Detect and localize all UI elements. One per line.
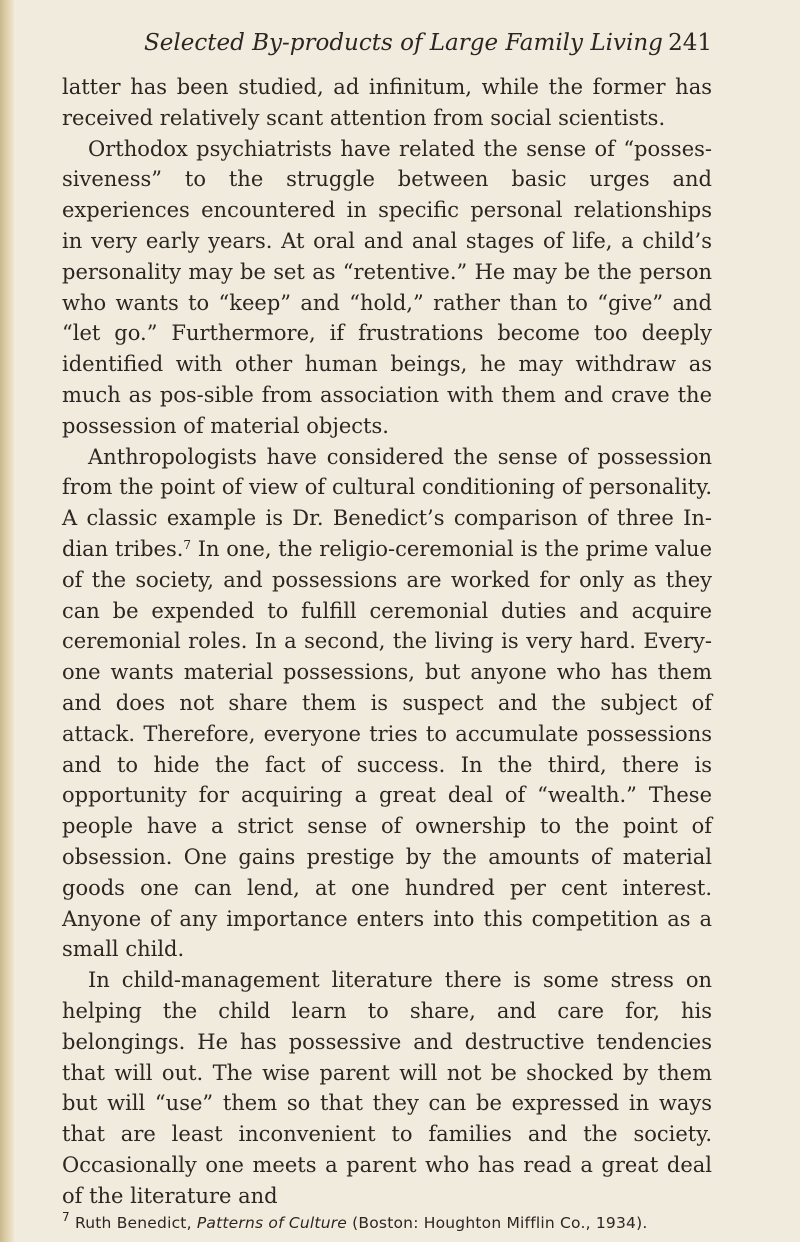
book-page	[62, 30, 712, 1235]
page-binding-edge	[0, 0, 14, 1242]
running-title: Selected By-products of Large Family Living	[144, 30, 663, 56]
paragraph-text: In one, the religio-ceremonial is the prime value of the society, and possessions are worked for only as they can be expended to fulfill ceremonial duties and acquire ceremonial roles. In a second, the living is very hard. Every-one wants material possessions, but anyone who has them and does not share them is suspect and the subject of attack. Therefore, everyone tries to accumulate possessions and to hide the fact of success. In the third, there is opportunity for acquiring a great deal of “wealth.” These people have a strict sense of ownership to the point of obsession. One gains prestige by the amounts of material goods one can lend, at one hundred per cent interest. Anyone of any importance enters into this competition as a small child.	[62, 536, 712, 962]
page-number: 241	[668, 30, 712, 56]
paragraph-anthropologists	[62, 442, 712, 966]
footnote-publication: (Boston: Houghton Mifflin Co., 1934).	[352, 1214, 648, 1233]
paragraph-continuation: latter has been studied, ad infinitum, while the former has received relatively scant attention from social scientists.	[62, 75, 712, 130]
footnote-reference: 7	[183, 537, 192, 552]
footnote-author: Ruth Benedict,	[74, 1214, 192, 1233]
paragraph-psychiatrists: Orthodox psychiatrists have related the sense of “posses-siveness” to the struggle between basic urges and experiences encountered in specific personal relationships in very early years. At oral and anal stages of life, a child’s personality may be set as “retentive.” He may be the person who wants to “keep” and “hold,” rather than to “give” and “let go.” Furthermore, if frustrations become too deeply identified with other human beings, he may withdraw as much as pos-sible from association with them and crave the possession of material objects.	[62, 136, 712, 438]
running-head	[62, 30, 712, 70]
body-text	[62, 72, 712, 1211]
paragraph-text: Anthropologists have considered the sense of possession from the point of view of cultural conditioning of personality. A classic example is Dr. Benedict’s comparison of three In-dian tribes.	[62, 444, 712, 561]
paragraph-child-management: In child-management literature there is some stress on helping the child learn to share, and care for, his belongings. He has possessive and destructive tendencies that will out. The wise parent will not be shocked by them but will “use” them so that they can be expressed in ways that are least inconvenient to families and the society. Occasionally one meets a parent who has read a great deal of the literature and	[62, 968, 712, 1208]
footnote-book-title: Patterns of Culture	[196, 1214, 348, 1233]
footnote-marker: 7	[62, 1210, 70, 1225]
footnote	[62, 1211, 712, 1235]
